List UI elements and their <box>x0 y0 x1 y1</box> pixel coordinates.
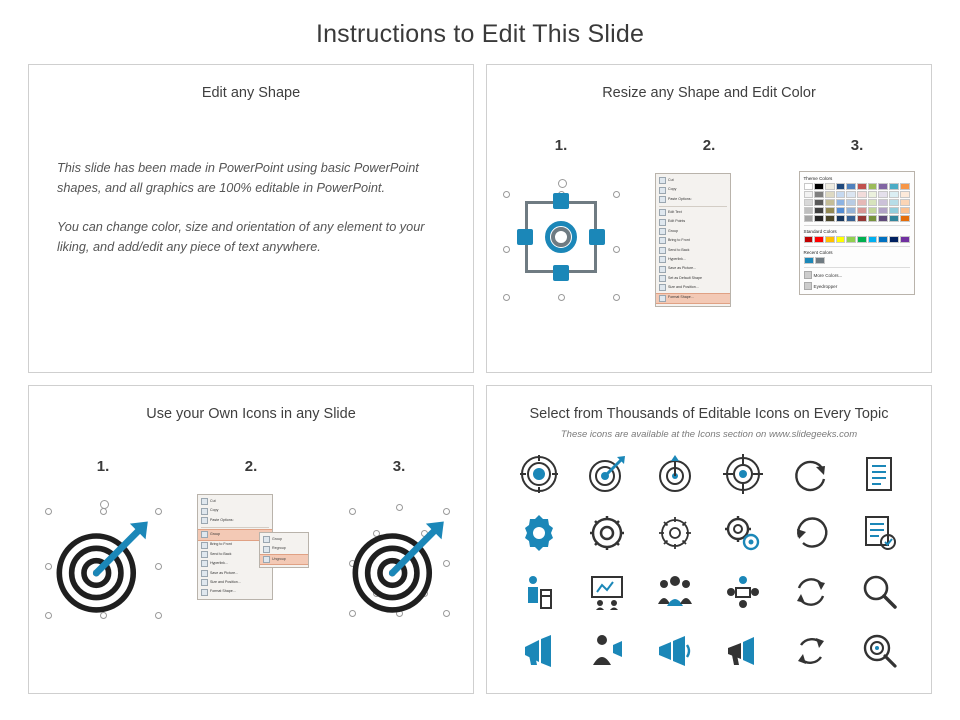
hyperlink-icon <box>201 560 208 567</box>
more-colors-label: More Colors... <box>813 272 843 278</box>
icon-checklist-document[interactable] <box>857 511 901 555</box>
target-dart-figure-2 <box>337 486 462 636</box>
menu-item-save-as-picture[interactable] <box>198 569 272 578</box>
send-back-icon <box>201 551 208 558</box>
color-swatch[interactable] <box>804 215 814 222</box>
people-group-icon <box>655 572 695 612</box>
context-menu[interactable] <box>655 173 731 307</box>
refresh-arrow-icon <box>791 513 831 553</box>
color-swatch[interactable] <box>846 191 856 198</box>
menu-item-paste-options[interactable] <box>198 516 272 525</box>
theme-colors-row[interactable] <box>804 191 910 198</box>
menu-item-hyperlink[interactable] <box>656 255 730 264</box>
color-swatch[interactable] <box>857 183 867 190</box>
color-swatch[interactable] <box>889 191 899 198</box>
menu-label: Paste Options: <box>668 196 692 201</box>
theme-colors-row[interactable] <box>804 215 910 222</box>
selection-box <box>47 500 159 618</box>
grey-ring-shape <box>551 227 571 247</box>
step-number-1: 1. <box>96 458 110 475</box>
menu-label: Hyperlink... <box>668 256 686 261</box>
context-menu-figure-group <box>189 486 314 636</box>
page-title: Instructions to Edit This Slide <box>315 20 645 48</box>
color-swatch[interactable] <box>868 236 878 243</box>
panel-own-icons <box>28 385 474 694</box>
theme-colors-label: Theme Colors <box>803 176 833 181</box>
menu-label: Send to Back <box>668 247 690 252</box>
standard-colors-row[interactable] <box>804 236 910 243</box>
menu-label: Cut <box>210 498 216 503</box>
color-swatch[interactable] <box>846 199 856 206</box>
menu-item-save-as-picture[interactable] <box>656 264 730 273</box>
menu-label: Format Shape... <box>668 295 694 300</box>
menu-label: Group <box>668 228 678 233</box>
group-icon <box>201 531 208 538</box>
edit-shape-paragraph-1: This slide has been made in PowerPoint using basic PowerPoint shapes, and all graphics are 100% editable in PowerPoint. <box>57 161 419 195</box>
icon-gears-double[interactable] <box>721 511 765 555</box>
more-colors-option[interactable] <box>804 271 910 279</box>
palette-icon <box>804 271 812 279</box>
menu-item-paste-options[interactable] <box>656 195 730 204</box>
icon-gear-thin[interactable] <box>653 511 697 555</box>
context-menu-figure <box>647 165 772 315</box>
panel-grid <box>28 64 932 694</box>
recent-colors-row[interactable] <box>804 257 910 264</box>
menu-item-size-and-position[interactable] <box>198 578 272 587</box>
menu-label: Paste Options: <box>210 517 234 522</box>
icon-megaphone[interactable] <box>517 629 561 673</box>
icon-target-rings[interactable] <box>517 452 561 496</box>
submenu-item-group[interactable] <box>260 535 308 544</box>
target-dart-figure-1 <box>41 486 166 636</box>
color-swatch[interactable] <box>900 207 910 214</box>
color-swatch[interactable] <box>804 183 814 190</box>
color-swatch[interactable] <box>868 183 878 190</box>
cut-icon <box>201 498 208 505</box>
color-swatch[interactable] <box>857 207 867 214</box>
icon-crosshair-target[interactable] <box>721 452 765 496</box>
send-back-icon <box>659 247 666 254</box>
picker-separator <box>804 246 910 247</box>
menu-item-group[interactable] <box>656 227 730 236</box>
menu-label: Send to Back <box>210 551 232 556</box>
menu-label: Cut <box>668 177 674 182</box>
icon-people-group[interactable] <box>653 570 697 614</box>
color-swatch[interactable] <box>857 236 867 243</box>
selection-handle-icon <box>503 191 510 198</box>
menu-label: Set as Default Shape <box>668 275 702 280</box>
selection-box <box>505 179 617 297</box>
color-swatch[interactable] <box>900 199 910 206</box>
icon-recycle-arrows[interactable] <box>789 629 833 673</box>
regroup-icon <box>263 546 270 553</box>
selection-handle-icon <box>613 246 620 253</box>
color-swatch[interactable] <box>804 207 814 214</box>
icon-target-dart[interactable] <box>585 452 629 496</box>
step-number-2: 2. <box>702 137 716 154</box>
shape-node-left <box>517 229 533 245</box>
hyperlink-icon <box>659 256 666 263</box>
target-arrow-icon <box>655 454 695 494</box>
menu-label: Group <box>272 536 282 541</box>
icon-loudspeaker[interactable] <box>653 629 697 673</box>
color-swatch[interactable] <box>900 215 910 222</box>
copy-icon <box>659 187 666 194</box>
color-swatch[interactable] <box>804 191 814 198</box>
menu-item-cut[interactable] <box>656 176 730 185</box>
menu-label: Bring to Front <box>210 542 232 547</box>
panel-resize-shape <box>486 64 932 373</box>
color-swatch[interactable] <box>836 236 846 243</box>
shape-node-right <box>589 229 605 245</box>
menu-label: Ungroup <box>272 556 286 561</box>
menu-item-bring-to-front[interactable] <box>656 236 730 245</box>
own-icons-step-numbers <box>29 458 473 475</box>
gear-outline-icon <box>587 513 627 553</box>
color-swatch[interactable] <box>878 199 888 206</box>
menu-label: Save as Picture... <box>210 570 239 575</box>
color-swatch[interactable] <box>814 183 824 190</box>
edit-shape-paragraph-2: You can change color, size and orientation of any element to your liking, and add/edit any piece of text anywhere. <box>57 220 425 255</box>
cut-icon <box>659 177 666 184</box>
color-swatch[interactable] <box>846 207 856 214</box>
color-swatch[interactable] <box>889 207 899 214</box>
announce-megaphone-icon <box>723 631 763 671</box>
target-dart-icon <box>343 508 455 620</box>
color-swatch[interactable] <box>804 199 814 206</box>
color-swatch[interactable] <box>814 215 824 222</box>
menu-item-cut[interactable] <box>198 497 272 506</box>
context-submenu-group[interactable] <box>259 532 309 568</box>
theme-colors-row[interactable] <box>804 183 910 190</box>
color-swatch[interactable] <box>804 236 814 243</box>
shape-node-top <box>553 193 569 209</box>
color-swatch[interactable] <box>878 215 888 222</box>
menu-label: Group <box>210 532 220 537</box>
icon-presentation-people[interactable] <box>585 570 629 614</box>
theme-colors-row[interactable] <box>804 199 910 206</box>
color-swatch[interactable] <box>878 191 888 198</box>
icon-gear-outline[interactable] <box>585 511 629 555</box>
ungroup-icon <box>263 556 270 563</box>
menu-separator <box>659 206 727 207</box>
color-swatch[interactable] <box>900 183 910 190</box>
presentation-people-icon <box>587 572 627 612</box>
color-swatch[interactable] <box>889 215 899 222</box>
menu-label: Copy <box>210 508 219 513</box>
icon-target-magnifier[interactable] <box>857 629 901 673</box>
color-swatch[interactable] <box>836 183 846 190</box>
menu-label: Save as Picture... <box>668 266 697 271</box>
menu-item-copy[interactable] <box>198 506 272 515</box>
selection-handle-icon <box>558 294 565 301</box>
standard-colors-label: Standard Colors <box>803 229 837 234</box>
submenu-item-ungroup[interactable] <box>260 554 308 565</box>
target-dart-icon <box>587 454 627 494</box>
paste-icon <box>201 517 208 524</box>
color-swatch[interactable] <box>868 199 878 206</box>
theme-colors-row[interactable] <box>804 207 910 214</box>
icon-magnifier[interactable] <box>857 570 901 614</box>
step-number-3: 3. <box>392 458 406 475</box>
recycle-arrows-icon <box>791 631 831 671</box>
step-number-2: 2. <box>244 458 258 475</box>
color-swatch[interactable] <box>814 207 824 214</box>
color-swatch[interactable] <box>868 207 878 214</box>
document-lines-icon <box>859 454 899 494</box>
menu-item-size-and-position[interactable] <box>656 283 730 292</box>
selection-handle-icon <box>613 191 620 198</box>
resize-figures <box>487 165 931 315</box>
panel-editable-icons <box>486 385 932 694</box>
format-shape-icon <box>201 589 208 596</box>
icon-grid <box>505 444 913 681</box>
step-number-3: 3. <box>850 137 864 154</box>
color-picker-panel[interactable] <box>799 171 915 295</box>
menu-item-format-shape[interactable] <box>656 293 730 304</box>
megaphone-icon <box>519 631 559 671</box>
menu-label: Hyperlink... <box>210 561 228 566</box>
color-swatch[interactable] <box>857 215 867 222</box>
loudspeaker-icon <box>655 631 695 671</box>
color-swatch[interactable] <box>814 236 824 243</box>
own-icons-figures <box>29 486 473 636</box>
menu-separator <box>201 527 269 528</box>
menu-label: Edit Points <box>668 219 686 224</box>
eyedropper-icon <box>804 282 812 290</box>
menu-label: Bring to Front <box>668 238 690 243</box>
selection-handle-icon <box>503 294 510 301</box>
color-swatch[interactable] <box>825 191 835 198</box>
panel-title-edit-shape: Edit any Shape <box>201 85 301 101</box>
size-position-icon <box>659 284 666 291</box>
paste-icon <box>659 196 666 203</box>
color-swatch[interactable] <box>846 236 856 243</box>
target-magnifier-icon <box>859 631 899 671</box>
step-number-1: 1. <box>554 137 568 154</box>
resize-step-numbers <box>487 137 931 154</box>
gear-solid-icon <box>519 513 559 553</box>
menu-label: Edit Text <box>668 210 682 215</box>
menu-item-format-shape[interactable] <box>198 587 272 596</box>
color-swatch[interactable] <box>825 215 835 222</box>
default-shape-icon <box>659 275 666 282</box>
color-swatch[interactable] <box>878 207 888 214</box>
color-swatch[interactable] <box>846 215 856 222</box>
shape-node-bottom <box>553 265 569 281</box>
save-picture-icon <box>201 570 208 577</box>
menu-item-edit-text[interactable] <box>656 208 730 217</box>
icon-person-speaking[interactable] <box>585 629 629 673</box>
team-meeting-icon <box>723 572 763 612</box>
color-swatch[interactable] <box>846 183 856 190</box>
icon-target-arrow[interactable] <box>653 452 697 496</box>
bring-front-icon <box>659 237 666 244</box>
group-icon <box>263 536 270 543</box>
color-picker-figure <box>795 165 920 315</box>
color-swatch[interactable] <box>815 257 825 264</box>
menu-label: Size and Position... <box>210 579 241 584</box>
gears-double-icon <box>723 513 763 553</box>
eyedropper-label: Eyedropper <box>813 283 838 289</box>
rotation-handle-icon <box>558 179 567 188</box>
submenu-item-regroup[interactable] <box>260 544 308 553</box>
menu-label: Size and Position... <box>668 285 699 290</box>
checklist-document-icon <box>859 513 899 553</box>
save-picture-icon <box>659 266 666 273</box>
menu-label: Format Shape... <box>210 589 236 594</box>
color-swatch[interactable] <box>878 236 888 243</box>
icon-gear-solid[interactable] <box>517 511 561 555</box>
panel-title-own-icons: Use your Own Icons in any Slide <box>146 406 356 422</box>
menu-item-edit-points[interactable] <box>656 218 730 227</box>
edit-points-icon <box>659 219 666 226</box>
group-icon <box>659 228 666 235</box>
color-swatch[interactable] <box>836 191 846 198</box>
color-swatch[interactable] <box>857 199 867 206</box>
color-swatch[interactable] <box>878 183 888 190</box>
menu-item-copy[interactable] <box>656 185 730 194</box>
refresh-clockwise-icon <box>791 454 831 494</box>
color-swatch[interactable] <box>868 215 878 222</box>
person-speaking-icon <box>587 631 627 671</box>
sync-arrows-icon <box>791 572 831 612</box>
color-swatch[interactable] <box>804 257 814 264</box>
menu-label: Copy <box>668 187 677 192</box>
icon-announce-megaphone[interactable] <box>721 629 765 673</box>
color-swatch[interactable] <box>836 215 846 222</box>
bring-front-icon <box>201 542 208 549</box>
panel-title-editable-icons: Select from Thousands of Editable Icons on Every Topic <box>529 406 889 422</box>
color-swatch[interactable] <box>900 191 910 198</box>
color-swatch[interactable] <box>825 207 835 214</box>
color-swatch[interactable] <box>889 199 899 206</box>
size-position-icon <box>201 579 208 586</box>
color-swatch[interactable] <box>900 236 910 243</box>
icon-person-podium[interactable] <box>517 570 561 614</box>
crosshair-target-icon <box>723 454 763 494</box>
panel-title-resize-shape: Resize any Shape and Edit Color <box>602 85 816 101</box>
color-swatch[interactable] <box>814 199 824 206</box>
person-podium-icon <box>519 572 559 612</box>
color-swatch[interactable] <box>836 199 846 206</box>
panel-edit-shape <box>28 64 474 373</box>
color-swatch[interactable] <box>889 236 899 243</box>
selected-shape-figure <box>499 165 624 315</box>
picker-separator <box>804 225 910 226</box>
icon-refresh-arrow[interactable] <box>789 511 833 555</box>
menu-item-set-default-shape[interactable] <box>656 274 730 283</box>
color-swatch[interactable] <box>825 183 835 190</box>
recent-colors-label: Recent Colors <box>803 250 833 255</box>
color-swatch[interactable] <box>857 191 867 198</box>
icon-document-lines[interactable] <box>857 452 901 496</box>
color-swatch[interactable] <box>814 191 824 198</box>
menu-label: Regroup <box>272 546 286 551</box>
eyedropper-option[interactable] <box>804 282 910 290</box>
edit-text-icon <box>659 209 666 216</box>
color-swatch[interactable] <box>889 183 899 190</box>
color-swatch[interactable] <box>868 191 878 198</box>
gear-thin-icon <box>655 513 695 553</box>
selection-handle-icon <box>503 246 510 253</box>
target-rings-icon <box>519 454 559 494</box>
color-swatch[interactable] <box>825 199 835 206</box>
menu-item-send-to-back[interactable] <box>656 246 730 255</box>
panel-subtitle-editable-icons: These icons are available at the Icons section on www.slidegeeks.com <box>560 429 858 440</box>
picker-separator <box>804 267 910 268</box>
magnifier-icon <box>859 572 899 612</box>
selection-handle-icon <box>613 294 620 301</box>
copy-icon <box>201 508 208 515</box>
target-dart-icon <box>47 508 159 620</box>
format-shape-icon <box>659 295 666 302</box>
icon-refresh-clockwise[interactable] <box>789 452 833 496</box>
selection-box <box>343 500 455 618</box>
icon-team-meeting[interactable] <box>721 570 765 614</box>
icon-sync-arrows[interactable] <box>789 570 833 614</box>
color-swatch[interactable] <box>836 207 846 214</box>
color-swatch[interactable] <box>825 236 835 243</box>
